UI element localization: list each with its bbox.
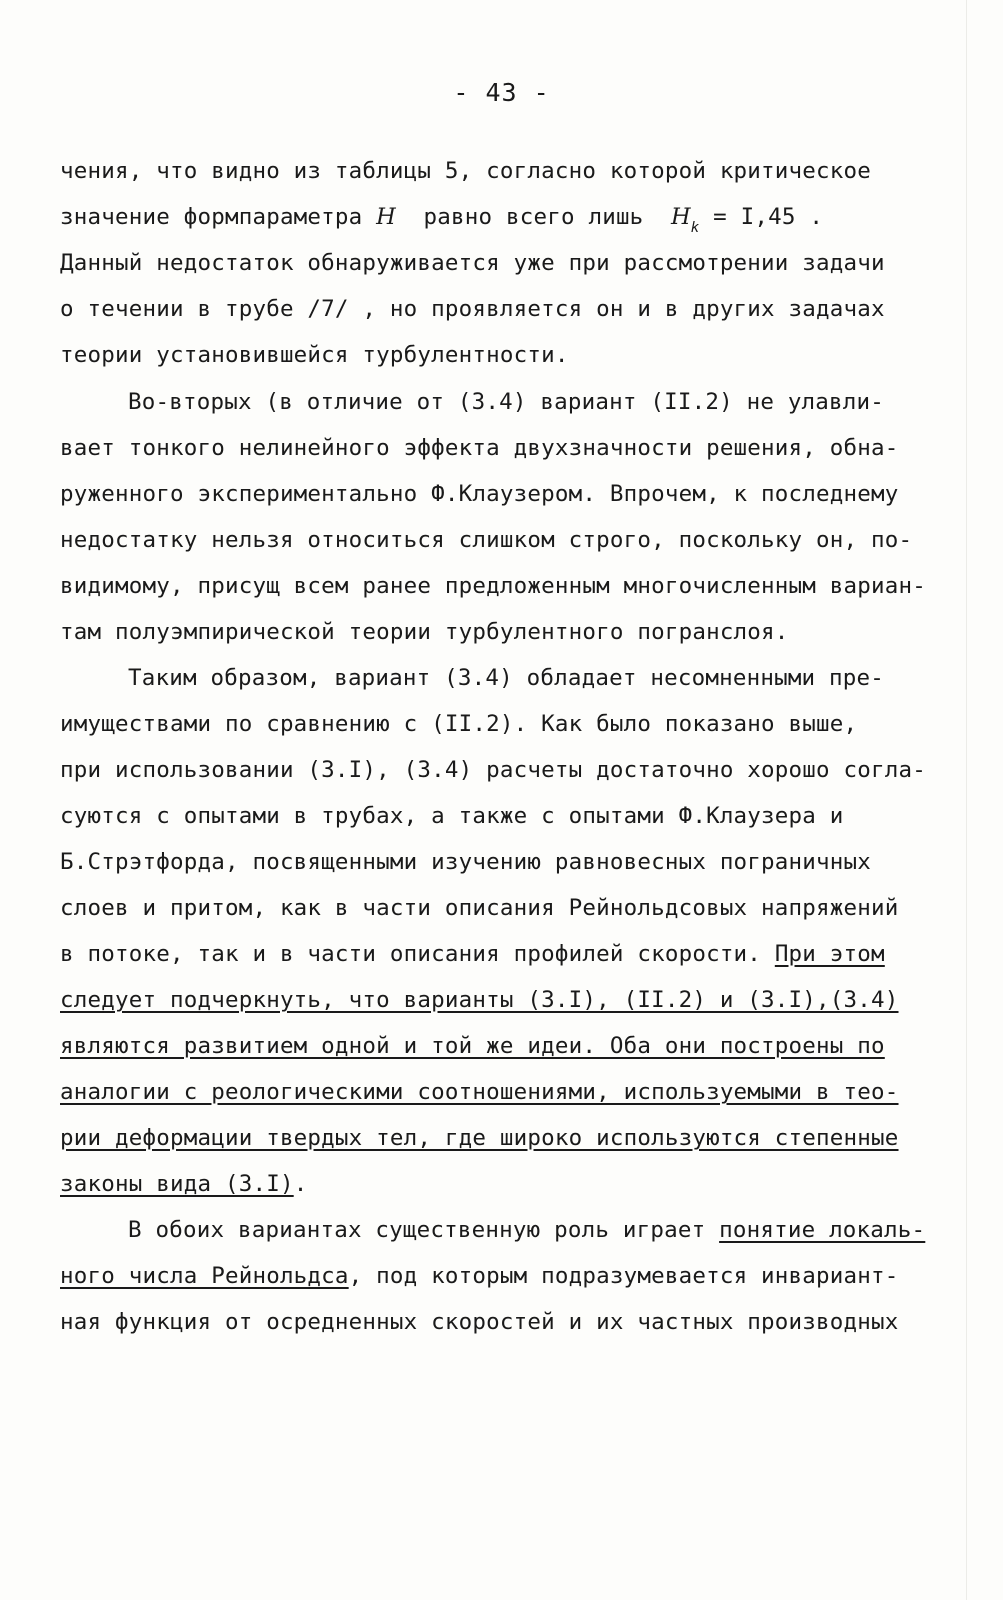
underlined-text: законы вида (3.I): [60, 1171, 294, 1197]
underlined-text: При этом: [774, 941, 885, 967]
text-line: вает тонкого нелинейного эффекта двухзначности решения, обна-: [60, 435, 899, 461]
text-line: ная функция от осредненных скоростей и их частных производных: [60, 1309, 899, 1335]
text-line: Данный недостаток обнаруживается уже при рассмотрении задачи: [60, 250, 885, 276]
text-line: теории установившейся турбулентности.: [60, 342, 569, 368]
text-line: о течении в трубе /7/ , но проявляется он и в других задачах: [60, 296, 885, 322]
text-line-formparameter: [60, 204, 824, 236]
underlined-line: аналогии с реологическими соотношениями, используемыми в тео-: [60, 1079, 899, 1105]
text-line: при использовании (3.I), (3.4) расчеты достаточно хорошо согла-: [60, 757, 927, 783]
text-fragment: значение формпараметра: [60, 204, 377, 230]
underlined-text: ного числа Рейнольдса: [60, 1263, 349, 1289]
text-line: слоев и притом, как в части описания Рейнольдсовых напряжений: [60, 895, 899, 921]
text-fragment: в потоке, так и в части описания профилей скорости.: [60, 941, 775, 967]
text-line: [60, 1263, 899, 1289]
text-line: недостатку нельзя относиться слишком строго, поскольку он, по-: [60, 527, 913, 553]
page-edge-line: [966, 0, 967, 1600]
paragraph-first-line: Во-вторых (в отличие от (3.4) вариант (II.2) не улавли-: [128, 389, 885, 415]
underlined-text: понятие локаль-: [719, 1217, 926, 1243]
subscript-k: k: [690, 220, 700, 236]
text-fragment: .: [293, 1171, 308, 1197]
text-line: чения, что видно из таблицы 5, согласно которой критическое: [60, 158, 872, 184]
text-fragment: равно всего лишь: [396, 204, 671, 230]
text-fragment: = I,45 .: [699, 204, 824, 230]
page-number: - 43 -: [453, 78, 550, 107]
symbol-Hk: H: [670, 204, 691, 230]
text-line: видимому, присущ всем ранее предложенным многочисленным вариан-: [60, 573, 927, 599]
text-fragment: , под которым подразумевается инвариант-: [348, 1263, 899, 1289]
text-line: там полуэмпирической теории турбулентного погранслоя.: [60, 619, 789, 645]
paragraph-first-line: Таким образом, вариант (3.4) обладает несомненными пре-: [128, 665, 885, 691]
text-line: Б.Стрэтфорда, посвященными изучению равновесных пограничных: [60, 849, 872, 875]
underlined-line: рии деформации твердых тел, где широко используются степенные: [60, 1125, 899, 1151]
text-fragment: В обоих вариантах существенную роль играет: [128, 1217, 720, 1243]
underlined-line: следует подчеркнуть, что варианты (3.I), (II.2) и (3.I),(3.4): [60, 987, 899, 1013]
text-line-underline-start: [60, 941, 885, 967]
underlined-line: являются развитием одной и той же идеи. Оба они построены по: [60, 1033, 885, 1059]
paragraph-first-line: [128, 1217, 925, 1243]
text-line: суются с опытами в трубах, а также с опытами Ф.Клаузера и: [60, 803, 844, 829]
text-line-underline-end: [60, 1171, 307, 1197]
symbol-H: H: [376, 204, 396, 230]
text-line: имуществами по сравнению с (II.2). Как было показано выше,: [60, 711, 858, 737]
text-line: руженного экспериментально Ф.Клаузером. Впрочем, к последнему: [60, 481, 899, 507]
